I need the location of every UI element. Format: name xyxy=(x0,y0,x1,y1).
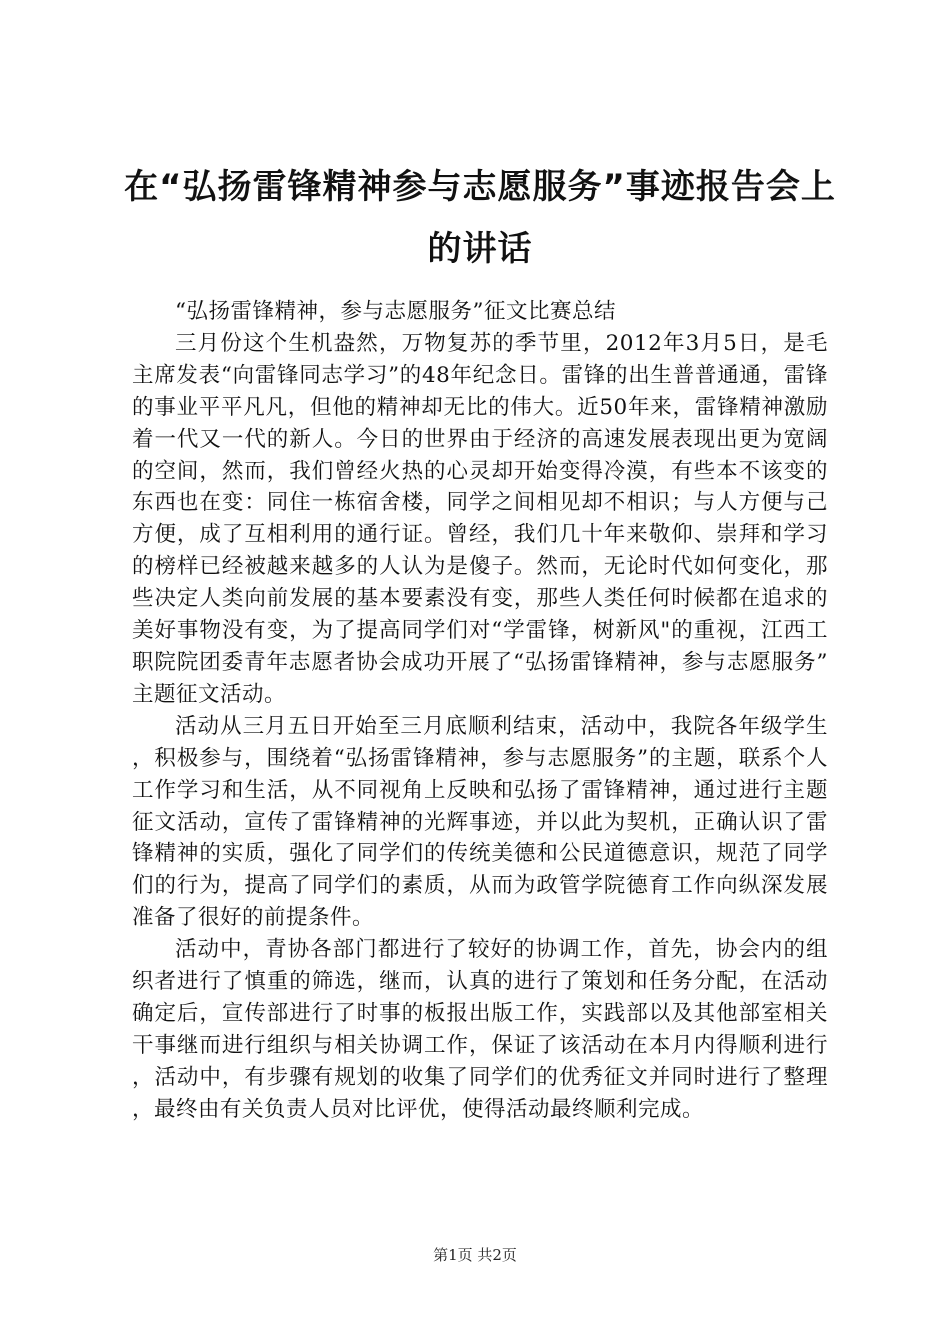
document-body xyxy=(132,296,828,1126)
page-number-footer: 第1页 共2页 xyxy=(433,1246,517,1264)
document-title: 在“弘扬雷锋精神参与志愿服务”事迹报告会上的讲话 xyxy=(124,167,836,269)
body-paragraph: 活动中，青协各部门都进行了较好的协调工作，首先，协会内的组织者进行了慎重的筛选，继而，认真的进行了策划和任务分配，在活动确定后，宣传部进行了时事的板报出版工作，实践部以及其他部室相关干事继而进行组织与相关协调工作，保证了该活动在本月内得顺利进行，活动中，有步骤有规划的收集了同学们的优秀征文并同时进行了整理，最终由有关负责人员对比评优，使得活动最终顺利完成。 xyxy=(132,937,828,1122)
body-paragraph: 活动从三月五日开始至三月底顺利结束，活动中，我院各年级学生，积极参与，围绕着“弘扬雷锋精神，参与志愿服务”的主题，联系个人工作学习和生活，从不同视角上反映和弘扬了雷锋精神，通过进行主题征文活动，宣传了雷锋精神的光辉事迹，并以此为契机，正确认识了雷锋精神的实质，强化了同学们的传统美德和公民道德意识，规范了同学们的行为，提高了同学们的素质，从而为政管学院德育工作向纵深发展准备了很好的前提条件。 xyxy=(132,713,828,931)
subtitle-paragraph: “弘扬雷锋精神，参与志愿服务”征文比赛总结 xyxy=(175,299,616,324)
body-paragraph: 三月份这个生机盎然，万物复苏的季节里，2012年3月5日，是毛主席发表“向雷锋同志学习”的48年纪念日。雷锋的出生普普通通，雷锋的事业平平凡凡，但他的精神却无比的伟大。近50年来，雷锋精神激励着一代又一代的新人。今日的世界由于经济的高速发展表现出更为宽阔的空间，然而，我们曾经火热的心灵却开始变得冷漠，有些本不该变的东西也在变：同住一栋宿舍楼，同学之间相见却不相识；与人方便与己方便，成了互相利用的通行证。曾经，我们几十年来敬仰、崇拜和学习的榜样已经被越来越多的人认为是傻子。然而，无论时代如何变化，那些决定人类向前发展的基本要素没有变，那些人类任何时候都在追求的美好事物没有变，为了提高同学们对“学雷锋，树新风"的重视，江西工职院院团委青年志愿者协会成功开展了“弘扬雷锋精神，参与志愿服务”主题征文活动。 xyxy=(132,330,828,707)
